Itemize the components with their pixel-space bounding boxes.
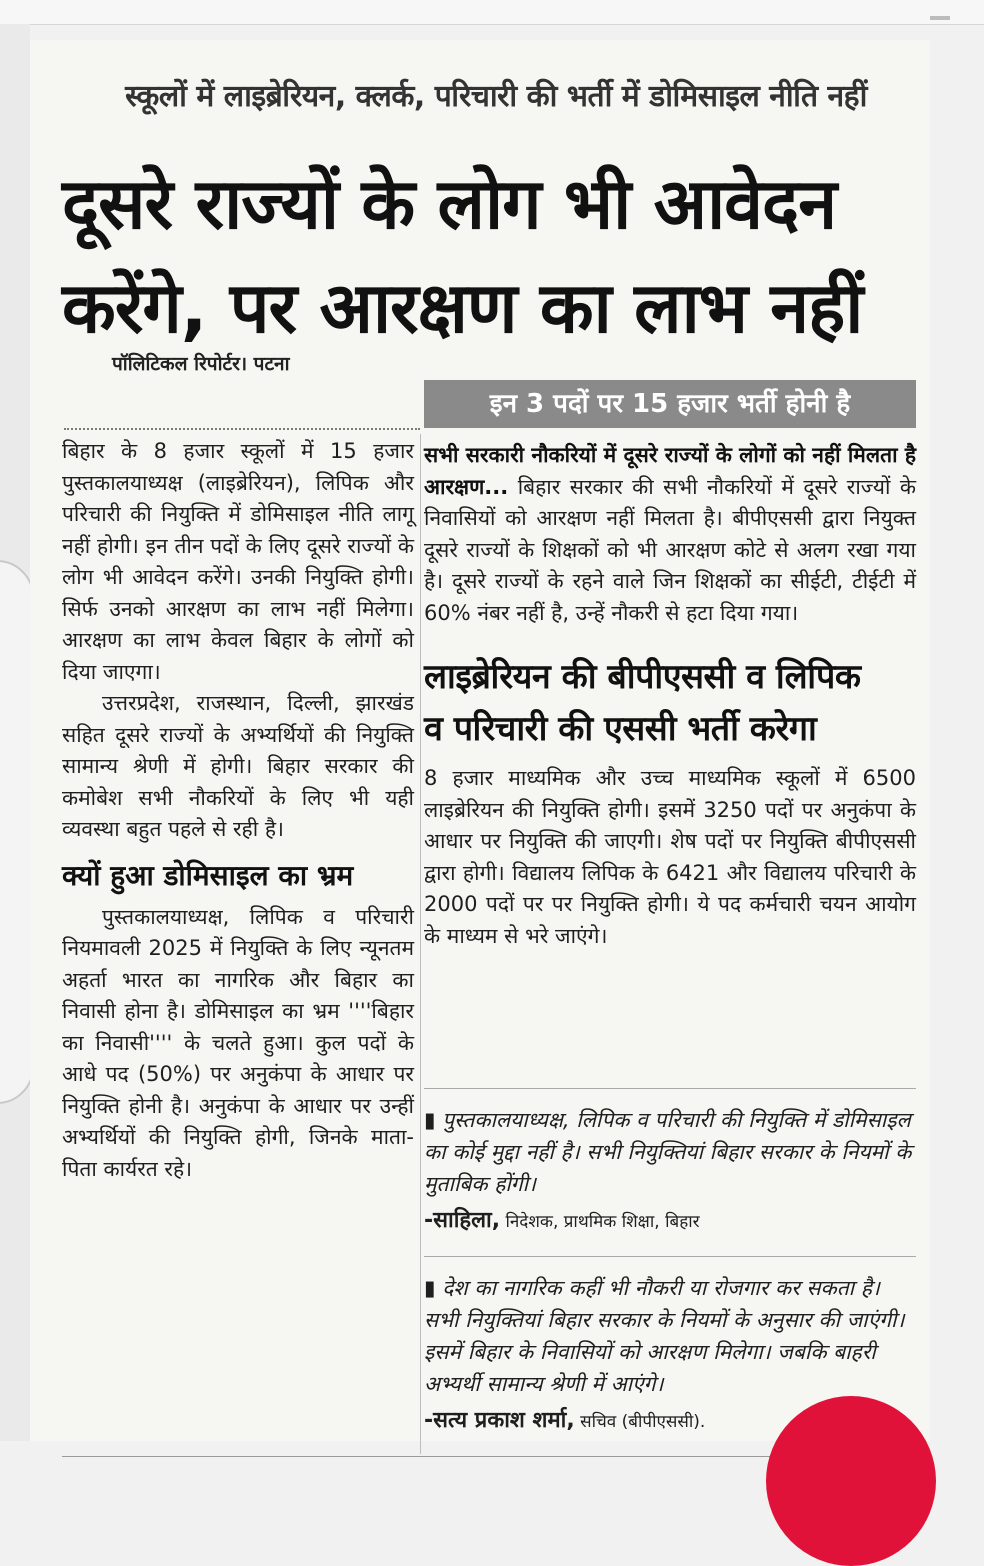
byline: पॉलिटिकल रिपोर्टर। पटना bbox=[112, 353, 290, 375]
left-paragraph-3: पुस्तकालयाध्यक्ष, लिपिक व परिचारी नियमावली 2025 में नियुक्ति के लिए न्यूनतम अहर्ता भारत का नागरिक और बिहार का निवासी होना है। डोमिसाइल का भ्रम ''''बिहार का निवासी'''' के चलते हुआ। कुल पदों के आधे पद (50%) पर अनुकंपा के आधार पर नियुक्ति होनी है। अनुकंपा के आधार पर उन्हीं अभ्यर्थियों की नियुक्ति होगी, जिनके माता-पिता कार्यरत रहे। bbox=[62, 904, 414, 1181]
quote-1-role: निदेशक, प्राथमिक शिक्षा, बिहार bbox=[500, 1212, 700, 1232]
quote-marker-icon: ▮ bbox=[424, 1108, 436, 1132]
left-paragraph-2: उत्तरप्रदेश, राजस्थान, दिल्ली, झारखंड सहित दूसरे राज्यों के अभ्यर्थियों की नियुक्ति सामान्य श्रेणी में होगी। बिहार सरकार की कमोबेश सभी नौकरियों के लिए भी यही व्यवस्था बहुत पहले से रही है। bbox=[62, 691, 414, 841]
left-page-curl bbox=[0, 560, 34, 1104]
left-column bbox=[62, 436, 414, 1185]
quote-1-name: -साहिला, bbox=[424, 1208, 501, 1233]
quote-marker-icon: ▮ bbox=[424, 1276, 436, 1300]
byline-dotted-rule bbox=[64, 428, 420, 430]
screenshot-top-strip bbox=[0, 0, 984, 25]
headline-line-1: दूसरे राज्यों के लोग भी आवेदन bbox=[62, 163, 837, 245]
right-paragraph: 8 हजार माध्यमिक और उच्च माध्यमिक स्कूलों में 6500 लाइब्रेरियन की नियुक्ति होगी। इसमें 3250 पदों पर अनुकंपा के आधार पर नियुक्ति की जाएगी। शेष पदों पर नियुक्ति बीपीएससी द्वारा होगी। विद्यालय लिपिक के 6421 और विद्यालय परिचारी के 2000 पदों पर पर नियुक्ति होगी। ये पद कर्मचारी चयन आयोग के माध्यम से भरे जाएंगे। bbox=[424, 766, 916, 948]
facts-banner: इन 3 पदों पर 15 हजार भर्ती होनी है bbox=[424, 380, 916, 428]
left-subheading: क्यों हुआ डोमिसाइल का भ्रम bbox=[62, 858, 354, 892]
right-lead-text: बिहार सरकार की सभी नौकरियों में दूसरे राज्यों के निवासियों को आरक्षण नहीं मिलता है। बीपीएससी द्वारा नियुक्त दूसरे राज्यों के शिक्षकों को भी आरक्षण कोटे से अलग रखा गया है। दूसरे राज्यों के रहने वाले जिन शिक्षकों का सीईटी, टीईटी में 60% नंबर नहीं है, उन्हें नौकरी से हटा दिया गया। bbox=[424, 474, 916, 625]
right-lead-bold: सभी सरकारी नौकरियों में दूसरे राज्यों के लोगों को नहीं मिलता है आरक्षण... bbox=[424, 443, 916, 499]
quote-1 bbox=[424, 1104, 916, 1238]
right-lead-paragraph bbox=[424, 440, 916, 629]
article-headline bbox=[62, 152, 922, 360]
newspaper-clipping bbox=[30, 40, 930, 1441]
right-subheading bbox=[424, 651, 916, 755]
quote-1-text: पुस्तकालयाध्यक्ष, लिपिक व परिचारी की नियुक्ति में डोमिसाइल का कोई मुद्दा नहीं है। सभी नियुक्तियां बिहार सरकार के नियमों के मुताबिक होंगी। bbox=[424, 1108, 912, 1196]
quote-separator-1 bbox=[424, 1088, 916, 1089]
top-edge-mark bbox=[930, 16, 950, 20]
right-subheading-line-2: व परिचारी की एससी भर्ती करेगा bbox=[424, 709, 817, 749]
quote-1-attribution bbox=[424, 1204, 916, 1238]
quote-separator-2 bbox=[424, 1256, 916, 1257]
column-divider bbox=[420, 434, 421, 1454]
headline-line-2: करेंगे, पर आरक्षण का लाभ नहीं bbox=[62, 267, 863, 349]
quote-2-text: देश का नागरिक कहीं भी नौकरी या रोजगार कर सकता है। सभी नियुक्तियां बिहार सरकार के नियमों के अनुसार की जाएंगी। इसमें बिहार के निवासियों को आरक्षण मिलेगा। जबकि बाहरी अभ्यर्थी सामान्य श्रेणी में आएंगे। bbox=[424, 1276, 905, 1396]
article-kicker: स्कूलों में लाइब्रेरियन, क्लर्क, परिचारी की भर्ती में डोमिसाइल नीति नहीं bbox=[125, 79, 867, 114]
left-paragraph-1: बिहार के 8 हजार स्कूलों में 15 हजार पुस्तकालयाध्यक्ष (लाइब्रेरियन), लिपिक और परिचारी की नियुक्ति में डोमिसाइल नीति लागू नहीं होगी। इन तीन पदों के लिए दूसरे राज्यों के लोग भी आवेदन करेंगे। उनकी नियुक्ति होगी। सिर्फ उनको आरक्षण का लाभ नहीं मिलेगा। आरक्षण का लाभ केवल बिहार के लोगों को दिया जाएगा। bbox=[62, 439, 414, 684]
quote-2-name: -सत्य प्रकाश शर्मा, bbox=[424, 1408, 575, 1433]
quote-2-role: सचिव (बीपीएससी). bbox=[574, 1412, 706, 1432]
right-column bbox=[424, 440, 916, 952]
floating-action-button[interactable] bbox=[766, 1396, 936, 1566]
right-subheading-line-1: लाइब्रेरियन की बीपीएससी व लिपिक bbox=[424, 657, 861, 697]
